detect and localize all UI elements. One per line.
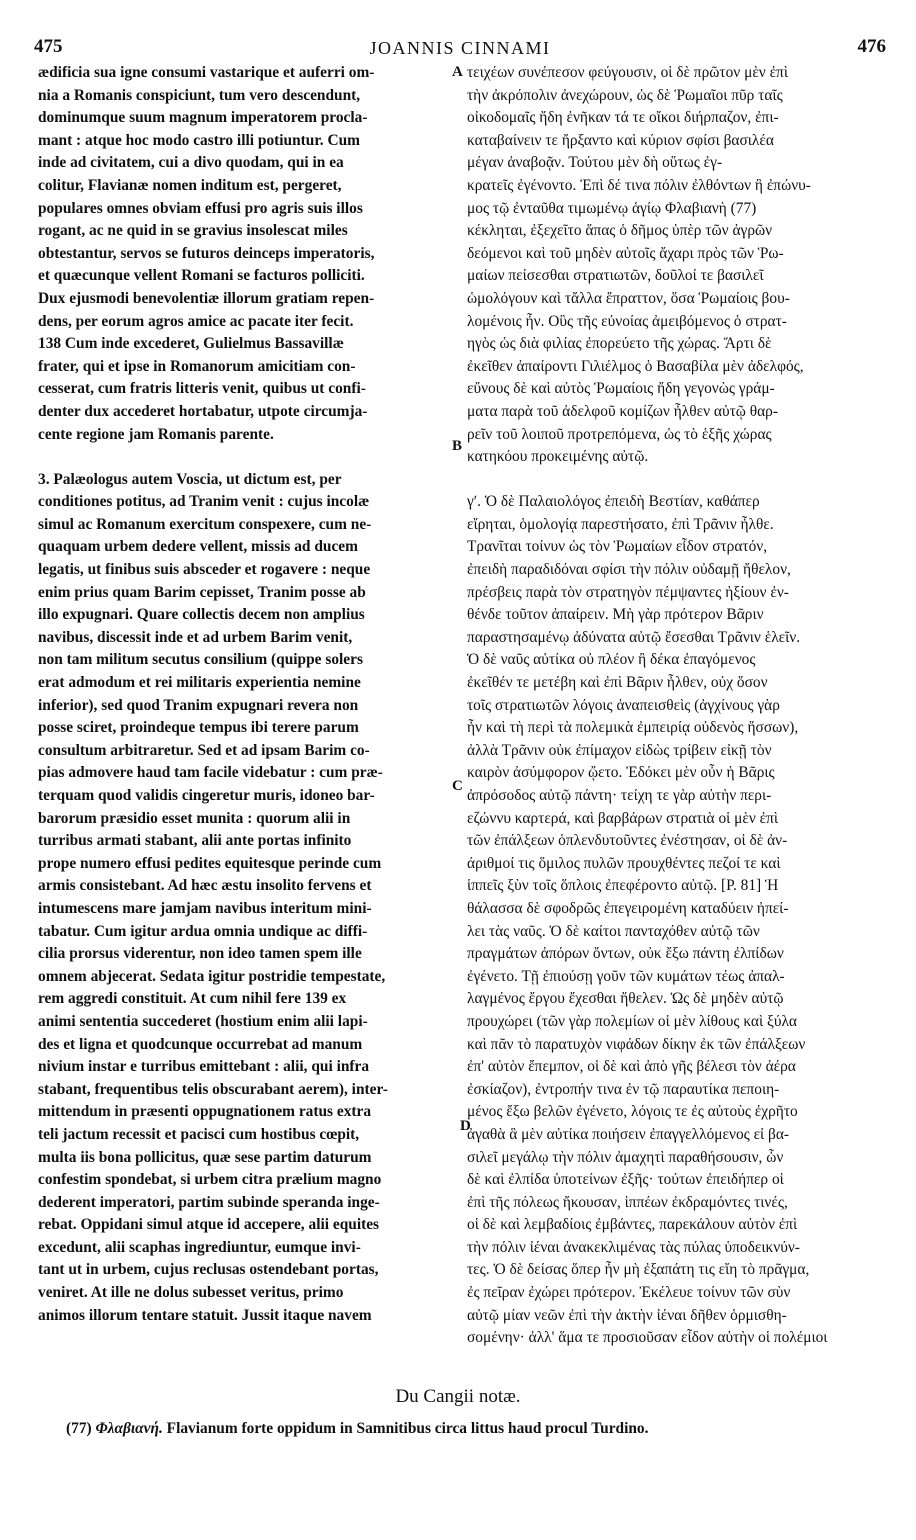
greek-text-line: ἐγένετο. Τῇ ἐπιούσῃ γοῦν τῶν κυμάτων τέως ἀπαλ- — [467, 967, 785, 985]
latin-text-line: omnem abjecerat. Sedata igitur postridie tempestate, — [38, 967, 386, 985]
margin-letter-a: A — [452, 64, 463, 80]
greek-text-line: σομένην· ἀλλ' ἅμα τε προσιοῦσαν εἶδον αὐτὴν οἱ πολέμιοι — [467, 1329, 828, 1347]
greek-text-line: προυχώρει (τῶν γὰρ πολεμίων οἱ μὲν λίθους καὶ ξύλα — [467, 1012, 797, 1030]
latin-text-line: stabant, frequentibus telis obscurabant aerem), inter- — [38, 1080, 388, 1098]
running-title: JOANNIS CINNAMI — [369, 38, 551, 58]
latin-text-line: ædificia sua igne consumi vastarique et auferri om- — [38, 64, 375, 81]
latin-text-line: multa iis bona pollicitus, quæ sese partim daturum — [38, 1148, 372, 1166]
latin-text-line: non tam militum secutus consilium (quippe solers — [38, 651, 363, 669]
greek-text-line: πρέσβεις παρὰ τὸν στρατηγὸν πέμψαντες ἠξίουν ἐν- — [467, 583, 789, 601]
latin-text-line: dens, per eorum agros amice ac pacate iter fecit. — [38, 312, 354, 330]
greek-text-line: ματα παρὰ τοῦ ἀδελφοῦ κομίζων ἦλθεν αὐτῷ θαρ- — [467, 402, 778, 420]
margin-letter-d: D — [460, 1118, 471, 1134]
latin-text-line: teli jactum recessit et pacisci cum hostibus cœpit, — [38, 1125, 360, 1143]
latin-text-line: enim prius quam Barim cepisset, Tranim posse ab — [38, 583, 366, 601]
latin-text-line: excedunt, alii scaphas ingrediuntur, eumque invi- — [38, 1238, 361, 1256]
greek-text-line: οἱ δὲ καὶ λεμβαδίοις ἐμβάντες, παρεκάλουν αὐτὸν ἐπὶ — [467, 1216, 798, 1234]
notes-heading: Du Cangii notæ. — [395, 1386, 521, 1407]
greek-text-line: κατηκόου προκειμένης αὐτῷ. — [467, 448, 649, 466]
greek-text-line: λομένοις ἦν. Οὓς τῆς εὐνοίας ἀμειβόμενος ὁ στρατ- — [467, 312, 787, 330]
greek-text-line: κρατεῖς ἐγένοντο. Ἐπὶ δέ τινα πόλιν ἐλθόντων ἣ ἐπώνυ- — [467, 176, 811, 194]
greek-text-line: εὔνους δὲ καὶ αὐτὸς Ῥωμαίοις ἤδη γεγονὼς γράμ- — [467, 380, 775, 398]
latin-text-line: illo expugnari. Quare collectis decem non amplius — [38, 606, 365, 624]
greek-text-line: μέγαν ἀναβοᾷν. Τούτου μὲν δὴ οὕτως ἐγ- — [467, 154, 723, 172]
greek-text-line: Ὁ δὲ ναῦς αὐτίκα οὐ πλέον ἢ δέκα ἐπαγόμενος — [467, 651, 756, 669]
footnote-number: (77) — [66, 1420, 92, 1437]
running-header — [34, 36, 886, 60]
greek-text-line: πραγμάτων ἀπόρων ὄντων, οὐκ ἔξω πάντη ἐλπίδων — [467, 945, 784, 963]
greek-text-line: καταβαίνειν τε ἤρξαντο καὶ κύριον σφίσι βασιλέα — [467, 131, 774, 149]
greek-text-line: τειχέων συνέπεσον φεύγουσιν, οἱ δὲ πρῶτον μὲν ἐπὶ — [467, 64, 788, 81]
latin-text-line: mant : atque hoc modo castro illi potiuntur. Cum — [38, 131, 360, 149]
greek-text-line: καιρὸν ἀσύμφορον ᾤετο. Ἐδόκει μὲν οὖν ἡ Βᾶρις — [467, 764, 775, 782]
latin-text-line: tabatur. Cum igitur ardua omnia undique ac diffi- — [38, 922, 368, 940]
greek-text-line: ἐπὶ τῆς πόλεως ἤκουσαν, ἱππέων ἐκδραμόντες τινές, — [467, 1193, 788, 1211]
greek-text-line: ἀλλὰ Τρᾶνιν οὐκ ἐπίμαχον εἰδὼς τρίβειν εἰκῇ τὸν — [467, 741, 772, 759]
greek-text-line: ρεῖν τοῦ λοιποῦ προτρεπόμενα, ὡς τὸ ἑξῆς χώρας — [467, 425, 772, 443]
footnote-text: Flavianum forte oppidum in Samnitibus circa littus haud procul Turdino. — [166, 1420, 649, 1437]
greek-text-line: ἱππεῖς ξὺν τοῖς ὅπλοις ἐπεφέροντο αὐτῷ. [P. 81] Ἡ — [467, 877, 779, 895]
latin-text-line: rogant, ac ne quid in se gravius insolescat miles — [38, 222, 348, 240]
greek-text-line: τες. Ὁ δὲ δείσας ὅπερ ἦν μὴ ἐξαπάτη τις εἴη τὸ πρᾶγμα, — [467, 1261, 810, 1279]
latin-text-line: barorum præsidio esset munita : quorum alii in — [38, 809, 351, 827]
latin-text-line: intumescens mare jamjam navibus interitum mini- — [38, 899, 372, 917]
latin-text-line: animos illorum tentare statuit. Jussit itaque navem — [38, 1306, 372, 1324]
greek-text-line: ἀπρόσοδος αὐτῷ πάντη· τείχη τε γὰρ αὐτὴν περι- — [467, 787, 772, 804]
latin-text-line: conditiones potitus, ad Tranim venit : cujus incolæ — [38, 493, 370, 511]
greek-text-line: Τρανῖται τοίνυν ὡς τὸν Ῥωμαίων εἶδον στρατόν, — [467, 538, 768, 556]
latin-column — [38, 62, 450, 1327]
latin-text-line: populares omnes obviam effusi pro agris suis illos — [38, 199, 363, 217]
greek-text-line: μένος ἔξω βελῶν ἐγένετο, λόγοις τε ἐς αὐτοὺς ἐχρῆτο — [467, 1103, 798, 1121]
greek-text-line: ἐπειδὴ παραδιδόναι σφίσι τὴν πόλιν οὐδαμῇ ἤθελον, — [467, 561, 791, 579]
greek-text-line: ἐς πεῖραν ἐχώρει πρότερον. Ἐκέλευε τοίνυν τῶν σὺν — [467, 1284, 791, 1302]
greek-text-line: ἐκεῖθέν τε μετέβη καὶ ἐπὶ Βᾶριν ἦλθεν, οὐχ ὅσον — [467, 674, 768, 692]
greek-text-line: σιλεῖ μεγάλῳ τὴν πόλιν ἀμαχητὶ παραθήσουσιν, ὧν — [467, 1148, 784, 1166]
greek-text-line: παραστησαμένῳ ἀδύνατα αὐτῷ ἔσεσθαι Τρᾶνιν ἑλεῖν. — [467, 628, 801, 646]
footnote-greek-term: Φλαβιανή. — [95, 1420, 163, 1437]
latin-text-line: prope numero effusi pedites equitesque perinde cum — [38, 854, 382, 872]
latin-text-line: cesserat, cum fratris litteris venit, quibus ut confi- — [38, 380, 366, 398]
greek-text-line: θάλασσα δὲ σφοδρῶς ἐπεγειρομένη καταδύειν ἠπεί- — [467, 899, 789, 917]
greek-text-line: εἴρηται, ὁμολογίᾳ παρεστήσατο, ἐπὶ Τρᾶνιν ἦλθε. — [467, 515, 774, 533]
greek-text-line: άριθμοί τις ὅμιλος πυλῶν προυχθέντες πεζοί τε καὶ — [467, 854, 781, 872]
latin-text-line: dederent imperatori, partim subinde speranda inge- — [38, 1193, 380, 1211]
page-number-left: 475 — [34, 36, 63, 57]
latin-text-line: nia a Romanis conspiciunt, tum vero descendunt, — [38, 86, 361, 104]
latin-text-line: 3. Palæologus autem Voscia, ut dictum est, per — [38, 470, 342, 488]
latin-text-line: pias admovere haud tam facile videbatur : cum præ- — [38, 764, 383, 782]
greek-text-line: ὡμολόγουν καὶ τἄλλα ἔπραττον, ὅσα Ῥωμαίοις βου- — [467, 289, 790, 307]
latin-text-line: cente regione jam Romanis parente. — [38, 425, 274, 443]
latin-text-line: animi sententia succederet (hostium enim alii lapi- — [38, 1012, 368, 1030]
latin-text-line: quaquam urbem dedere vellent, missis ad ducem — [38, 538, 358, 556]
latin-text-line: des et ligna et quodcunque occurrebat ad manum — [38, 1035, 363, 1053]
greek-text-line: τὴν πόλιν ἰέναι ἀνακεκλιμένας τὰς πύλας ὑποδεικνύν- — [467, 1238, 800, 1256]
latin-text-line: posse sciret, proindeque tempus ibi terere parum — [38, 719, 359, 737]
margin-letter-b: B — [452, 438, 463, 454]
greek-column — [467, 62, 885, 1350]
greek-text-line: δὲ καὶ ἐλπίδα ὑποτείνων ἐξῆς· τούτων ἐπειδήπερ οἱ — [467, 1171, 784, 1189]
latin-text-line: mittendum in præsenti oppugnationem ratus extra — [38, 1103, 372, 1121]
latin-text-line — [38, 446, 450, 469]
greek-text-line: δεόμενοι καὶ τοῦ μηδὲν αὐτοῖς ἄχαρι πρὸς τῶν Ῥω- — [467, 244, 784, 262]
greek-text-line: κέκληται, ἐξεχεῖτο ἅπας ὁ δῆμος ὑπὲρ τῶν ἀγρῶν — [467, 222, 773, 240]
greek-text-line: ἀγαθὰ ἃ μὲν αὐτίκα ποιήσειν ἐπαγγελλόμενος εἰ βα- — [467, 1125, 790, 1143]
latin-text-line: navibus, discessit inde et ad urbem Barim venit, — [38, 628, 353, 646]
latin-text-line: armis consistebant. Ad hæc æstu insolito fervens et — [38, 877, 372, 895]
greek-text-line: οἰκοδομαῖς ἤδη ἐνῆκαν τά τε οἴκοι διήρπαζον, ἐπι- — [467, 109, 779, 127]
latin-text-line: erat admodum et rei militaris experientia nemine — [38, 674, 361, 692]
greek-text-line: θένδε τοῦτον ἀπαίρειν. Μὴ γὰρ πρότερον Βᾶριν — [467, 606, 764, 624]
latin-text-line: 138 Cum inde excederet, Gulielmus Bassavillæ — [38, 335, 344, 353]
footnote — [66, 1420, 866, 1438]
greek-text-line: γʹ. Ὁ δὲ Παλαιολόγος ἐπειδὴ Βεστίαν, καθάπερ — [467, 493, 760, 511]
latin-text-line: legatis, ut finibus suis absceder et rogavere : neque — [38, 561, 371, 579]
page-number-right: 476 — [857, 36, 886, 57]
latin-text-line: tant ut in urbem, cujus reclusas ostendebant portas, — [38, 1261, 379, 1279]
latin-text-line: colitur, Flavianæ nomen inditum est, pergeret, — [38, 176, 342, 194]
greek-text-line: ἦν καὶ τὴ περὶ τὰ πολεμικὰ ἐμπειρίᾳ οὐδενὸς ἥσσων), — [467, 719, 799, 737]
latin-text-line: et quæcunque vellent Romani se facturos polliciti. — [38, 267, 365, 285]
greek-text-line: τὴν ἀκρόπολιν ἀνεχώρουν, ὡς δὲ Ῥωμαῖοι πῦρ ταῖς — [467, 86, 783, 104]
latin-text-line: terquam quod validis cingeretur muris, idoneo bar- — [38, 787, 375, 804]
greek-text-line: ἐκεῖθεν ἀπαίροντι Γιλιέλμος ὁ Βασαβίλα μὲν ἀδελφός, — [467, 357, 804, 375]
greek-text-line: λαγμένος ἔργου ἔχεσθαι ἤθελεν. Ὡς δὲ μηδὲν αὐτῷ — [467, 990, 784, 1008]
latin-text-line: obtestantur, servos se futuros deinceps imperatoris, — [38, 244, 375, 262]
greek-text-line: ἐσκίαζον), ἐντροπήν τινα ἐν τῷ παραυτίκα πεποιη- — [467, 1080, 780, 1098]
latin-text-line: inferior), sed quod Tranim expugnari revera non — [38, 696, 359, 714]
greek-text-line: ηγὸς ὡς διὰ φιλίας ἐπορεύετο τῆς χώρας. Ἄρτι δὲ — [467, 335, 772, 353]
latin-text-line: frater, qui et ipse in Romanorum amicitiam con- — [38, 357, 356, 375]
greek-text-line: εζώννυ καρτερά, καὶ βαρβάρων στρατιὰ οἱ μὲν ἐπὶ — [467, 809, 779, 827]
greek-text-line: καὶ πᾶν τὸ παρατυχὸν νιφάδων δίκην ἐκ τῶν ἐπάλξεων — [467, 1035, 806, 1053]
latin-text-line: confestim spondebat, si urbem citra prælium magno — [38, 1171, 382, 1189]
latin-text-line: dominumque suum magnum imperatorem procla- — [38, 109, 368, 127]
latin-text-line: cilia prorsus viderentur, non ideo tamen spem ille — [38, 945, 362, 963]
latin-text-line: Dux ejusmodi benevolentiæ illorum gratiam repen- — [38, 289, 375, 307]
margin-letter-c: C — [452, 778, 463, 794]
latin-text-line: veniret. At ille ne dolus subesset veritus, primo — [38, 1284, 344, 1302]
greek-text-line: ἐπ' αὐτὸν ἔπεμπον, οἱ δὲ καὶ ἀπὸ γῆς βέλεσι τὸν ἀέρα — [467, 1058, 796, 1076]
latin-text-line: simul ac Romanum exercitum conspexere, cum ne- — [38, 515, 372, 533]
latin-text-line: rem aggredi constituit. At cum nihil fere 139 ex — [38, 990, 347, 1008]
latin-text-line: consultum arbitraretur. Sed et ad ipsam Barim co- — [38, 741, 370, 759]
greek-text-line: τῶν ἐπάλξεων ὁπλενδυτοῦντες ἐνέστησαν, οἱ δὲ ἀν- — [467, 832, 788, 850]
greek-text-line: μος τῷ ἐνταῦθα τιμωμένῳ ἁγίῳ Φλαβιανὴ (77) — [467, 199, 757, 217]
latin-text-line: turribus armati stabant, alii ante portas infinito — [38, 832, 352, 850]
latin-text-line: rebat. Oppidani simul atque id accepere, alii equites — [38, 1216, 380, 1234]
latin-text-line: inde ad civitatem, cui a divo quodam, qui in ea — [38, 154, 344, 172]
latin-text-line: nivium instar e turribus emittebant : alii, qui infra — [38, 1058, 370, 1076]
greek-text-line: λει τὰς ναῦς. Ὁ δὲ καίτοι πανταχόθεν αὐτῷ τῶν — [467, 922, 760, 940]
greek-text-line: αὐτῷ μίαν νεῶν ἐπὶ τὴν ἀκτὴν ἰέναι δῆθεν ὁρμισθη- — [467, 1306, 787, 1324]
greek-text-line: μαίων πείσεσθαι στρατιωτῶν, δοῦλοί τε βασιλεῖ — [467, 267, 764, 285]
greek-text-line: τοῖς στρατιωτῶν λόγοις ἀναπεισθεὶς (ἀγχίνους γὰρ — [467, 696, 780, 714]
latin-text-line: denter dux accederet hortabatur, utpote circumja- — [38, 402, 368, 420]
